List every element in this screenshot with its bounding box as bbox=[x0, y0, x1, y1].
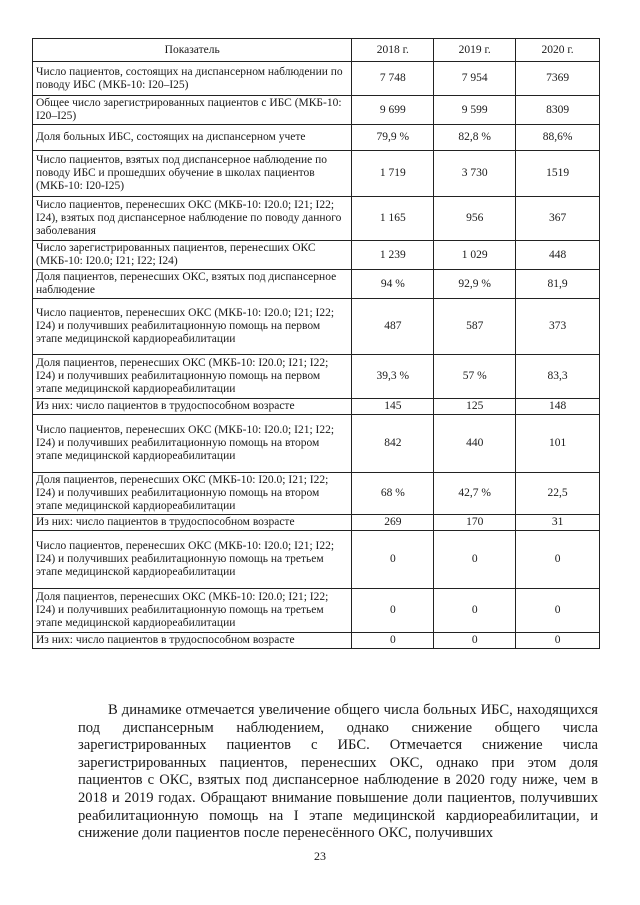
table-row bbox=[33, 62, 600, 96]
row-label: Число пациентов, состоящих на диспансерном наблюдении по поводу ИБС (МКБ-10: I20–I25) bbox=[33, 62, 352, 96]
value-2019: 0 bbox=[434, 633, 516, 649]
row-label: Общее число зарегистрированных пациентов с ИБС (МКБ-10: I20–I25) bbox=[33, 96, 352, 125]
value-2020: 83,3 bbox=[516, 355, 600, 399]
row-label: Из них: число пациентов в трудоспособном возрасте bbox=[33, 399, 352, 415]
value-2019: 587 bbox=[434, 299, 516, 355]
row-label: Число пациентов, взятых под диспансерное наблюдение по поводу ИБС и прошедших обучение в школах пациентов (МКБ-10: I20-I25) bbox=[33, 151, 352, 197]
value-2019: 82,8 % bbox=[434, 125, 516, 151]
table-row bbox=[33, 415, 600, 473]
body-paragraph: В динамике отмечается увеличение общего числа больных ИБС, находящихся под диспансерным наблюдением, однако снижение общего числа зарегистрированных пациентов с ИБС. Отмечается снижение числа зарегистрированных пациентов, перенесших ОКС, однако при этом доля пациентов с ОКС, взятых под диспансерное наблюдение в 2020 году ниже, чем в 2018 и 2019 годах. Обращают внимание повышение доли пациентов, получивших реабилитационную помощь на I этапе медицинской кардиореабилитации, и снижение доли пациентов после перенесённого ОКС, получивших bbox=[78, 702, 598, 842]
value-2018: 0 bbox=[352, 589, 434, 633]
value-2020: 8309 bbox=[516, 96, 600, 125]
value-2019: 1 029 bbox=[434, 241, 516, 270]
row-label: Доля больных ИБС, состоящих на диспансерном учете bbox=[33, 125, 352, 151]
table-row bbox=[33, 151, 600, 197]
value-2018: 94 % bbox=[352, 270, 434, 299]
row-label: Число пациентов, перенесших ОКС (МКБ-10: I20.0; I21; I22; I24), взятых под диспансерное наблюдение по поводу данного заболевания bbox=[33, 197, 352, 241]
value-2019: 125 bbox=[434, 399, 516, 415]
value-2019: 57 % bbox=[434, 355, 516, 399]
value-2020: 101 bbox=[516, 415, 600, 473]
value-2018: 9 699 bbox=[352, 96, 434, 125]
value-2019: 7 954 bbox=[434, 62, 516, 96]
value-2019: 3 730 bbox=[434, 151, 516, 197]
page-number: 23 bbox=[314, 849, 326, 863]
value-2018: 1 719 bbox=[352, 151, 434, 197]
header-2019: 2019 г. bbox=[434, 39, 516, 62]
value-2018: 842 bbox=[352, 415, 434, 473]
value-2018: 1 239 bbox=[352, 241, 434, 270]
value-2019: 42,7 % bbox=[434, 473, 516, 515]
row-label: Число зарегистрированных пациентов, перенесших ОКС (МКБ-10: I20.0; I21; I22; I24) bbox=[33, 241, 352, 270]
row-label: Число пациентов, перенесших ОКС (МКБ-10: I20.0; I21; I22; I24) и получивших реабилитационную помощь на третьем этапе медицинской кардиореабилитации bbox=[33, 531, 352, 589]
value-2020: 1519 bbox=[516, 151, 600, 197]
table-row bbox=[33, 399, 600, 415]
value-2020: 7369 bbox=[516, 62, 600, 96]
row-label: Доля пациентов, перенесших ОКС (МКБ-10: I20.0; I21; I22; I24) и получивших реабилитационную помощь на первом этапе медицинской кардиореабилитации bbox=[33, 355, 352, 399]
value-2019: 170 bbox=[434, 515, 516, 531]
row-label: Число пациентов, перенесших ОКС (МКБ-10: I20.0; I21; I22; I24) и получивших реабилитационную помощь на первом этапе медицинской кардиореабилитации bbox=[33, 299, 352, 355]
value-2020: 448 bbox=[516, 241, 600, 270]
value-2020: 22,5 bbox=[516, 473, 600, 515]
table-row bbox=[33, 515, 600, 531]
value-2018: 145 bbox=[352, 399, 434, 415]
value-2020: 148 bbox=[516, 399, 600, 415]
value-2020: 0 bbox=[516, 531, 600, 589]
value-2019: 92,9 % bbox=[434, 270, 516, 299]
row-label: Доля пациентов, перенесших ОКС (МКБ-10: I20.0; I21; I22; I24) и получивших реабилитационную помощь на третьем этапе медицинской кардиореабилитации bbox=[33, 589, 352, 633]
value-2020: 0 bbox=[516, 633, 600, 649]
table-row bbox=[33, 531, 600, 589]
value-2018: 487 bbox=[352, 299, 434, 355]
value-2019: 440 bbox=[434, 415, 516, 473]
row-label: Доля пациентов, перенесших ОКС (МКБ-10: I20.0; I21; I22; I24) и получивших реабилитационную помощь на втором этапе медицинской кардиореабилитации bbox=[33, 473, 352, 515]
value-2018: 269 bbox=[352, 515, 434, 531]
value-2018: 79,9 % bbox=[352, 125, 434, 151]
table-row bbox=[33, 299, 600, 355]
row-label: Из них: число пациентов в трудоспособном возрасте bbox=[33, 515, 352, 531]
header-2018: 2018 г. bbox=[352, 39, 434, 62]
value-2019: 0 bbox=[434, 589, 516, 633]
value-2020: 0 bbox=[516, 589, 600, 633]
table-row bbox=[33, 197, 600, 241]
value-2020: 81,9 bbox=[516, 270, 600, 299]
value-2018: 68 % bbox=[352, 473, 434, 515]
value-2020: 373 bbox=[516, 299, 600, 355]
value-2018: 1 165 bbox=[352, 197, 434, 241]
table-row bbox=[33, 473, 600, 515]
table-row bbox=[33, 355, 600, 399]
table-row bbox=[33, 270, 600, 299]
value-2019: 956 bbox=[434, 197, 516, 241]
value-2020: 31 bbox=[516, 515, 600, 531]
header-indicator: Показатель bbox=[33, 39, 352, 62]
row-label: Доля пациентов, перенесших ОКС, взятых под диспансерное наблюдение bbox=[33, 270, 352, 299]
value-2019: 0 bbox=[434, 531, 516, 589]
row-label: Из них: число пациентов в трудоспособном возрасте bbox=[33, 633, 352, 649]
table-header-row bbox=[33, 39, 600, 62]
value-2018: 7 748 bbox=[352, 62, 434, 96]
table-body bbox=[33, 62, 600, 649]
header-2020: 2020 г. bbox=[516, 39, 600, 62]
indicators-table bbox=[32, 38, 600, 649]
value-2018: 39,3 % bbox=[352, 355, 434, 399]
table-row bbox=[33, 589, 600, 633]
table-row bbox=[33, 125, 600, 151]
value-2020: 88,6% bbox=[516, 125, 600, 151]
row-label: Число пациентов, перенесших ОКС (МКБ-10: I20.0; I21; I22; I24) и получивших реабилитационную помощь на втором этапе медицинской кардиореабилитации bbox=[33, 415, 352, 473]
value-2020: 367 bbox=[516, 197, 600, 241]
table-row bbox=[33, 241, 600, 270]
value-2019: 9 599 bbox=[434, 96, 516, 125]
table-row bbox=[33, 96, 600, 125]
table-row bbox=[33, 633, 600, 649]
value-2018: 0 bbox=[352, 633, 434, 649]
value-2018: 0 bbox=[352, 531, 434, 589]
